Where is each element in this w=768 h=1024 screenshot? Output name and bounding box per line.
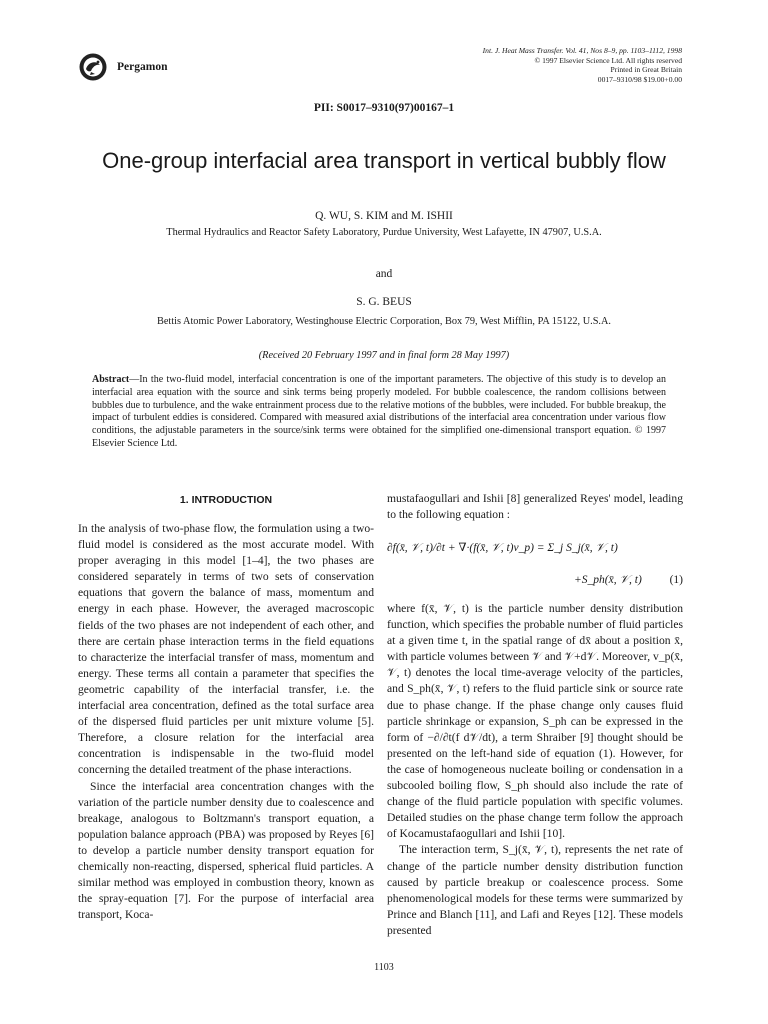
equation-line xyxy=(574,574,683,587)
paragraph: Since the interfacial area concentration changes with the variation of the particle number density due to coalescence and breakage, analogous to Boltzmann's transport equation, a population balance approach (PBA) was proposed by Reyes [6] to develop a particle number density transport equation for chemically non-reacting, dispersed, spherical fluid particles. A similar method was employed in combustion theory, known as the spray-equation [7]. For the purpose of interfacial area transport, Koca- xyxy=(78,779,374,922)
journal-line: 0017–9310/98 $19.00+0.00 xyxy=(597,74,682,84)
journal-citation xyxy=(382,46,682,84)
received-dates: (Received 20 February 1997 and in final form 28 May 1997) xyxy=(258,350,510,361)
paragraph: where f(x̄, 𝒱, t) is the particle number density distribution function, which specifies the probable number of fluid particles at a given time t, in the spatial range of dx̄ about a position x̄, with particle volumes between 𝒱 and 𝒱+d𝒱. Moreover, v_p(x̄, 𝒱, t) denotes the local time-average velocity of the particles, and S_ph(x̄, 𝒱, t) refers to the fluid particle sink or source rate due to phase change. If the phase change only causes fluid particle shrinkage or expansion, S_ph can be expressed in the form of −∂/∂t(f d𝒱/dt), a term Shraiber [9] thought should be presented on the left-hand side of equation (1). However, for the case of homogeneous nucleate boiling or condensation in a subcooled boiling flow, S_ph should also include the rate of change of the fluid particle population with specific volumes. Detailed studies on the phase change term follow the approach of Kocamustafaogullari and Ishii [10]. xyxy=(387,602,683,841)
equation-1 xyxy=(387,540,683,596)
publisher-logo-icon xyxy=(78,52,108,82)
equation-line: ∂f(x̄, 𝒱, t)/∂t + ∇·(f(x̄, 𝒱, t)v_p) = Σ_j S_j(x̄, 𝒱, t) xyxy=(387,542,618,554)
publisher-name: Pergamon xyxy=(117,61,168,73)
equation-term: +S_ph(x̄, 𝒱, t) xyxy=(574,574,642,586)
journal-line: © 1997 Elsevier Science Ltd. All rights reserved xyxy=(534,55,682,65)
authors-primary: Q. WU, S. KIM and M. ISHII xyxy=(315,210,453,222)
author-separator: and xyxy=(375,268,393,280)
affiliation-primary: Thermal Hydraulics and Reactor Safety Laboratory, Purdue University, West Lafayette, IN 47907, U.S.A. xyxy=(166,227,602,238)
paragraph: The interaction term, S_j(x̄, 𝒱, t), represents the net rate of change of the particle number density distribution function caused by particle breakup or coalescence process. Some phenomenological models for these terms were summarized by Prince and Blanch [11], and Lafi and Reyes [12]. These models presented xyxy=(387,843,683,937)
abstract xyxy=(92,374,666,451)
left-column xyxy=(78,521,374,923)
paper-title: One-group interfacial area transport in vertical bubbly flow xyxy=(102,148,666,173)
right-column-intro xyxy=(387,491,683,523)
journal-line: Int. J. Heat Mass Transfer. Vol. 41, Nos 8–9, pp. 1103–1112, 1998 xyxy=(482,46,682,55)
equation-number: (1) xyxy=(669,574,683,586)
pii-identifier: PII: S0017–9310(97)00167–1 xyxy=(313,102,455,114)
page-number: 1103 xyxy=(374,962,394,973)
affiliation-secondary: Bettis Atomic Power Laboratory, Westinghouse Electric Corporation, Box 79, West Mifflin, PA 15122, U.S.A. xyxy=(156,316,612,327)
abstract-text: —In the two-fluid model, interfacial concentration is one of the important parameters. The objective of this study is to develop an interfacial area equation with the source and sink terms being properly modeled. For bubble coalescence, the random collisions between bubbles due to turbulence, and the wake entrainment process due to the relative motions of the bubbles, were included. For bubble breakup, the impact of turbulent eddies is considered. Compared with measured axial distributions of the interfacial area concentration under various flow conditions, the adjustable parameters in the source/sink terms were obtained for the simplified one-dimensional transport equation. © 1997 Elsevier Science Ltd. xyxy=(92,374,666,449)
right-column xyxy=(387,601,683,939)
journal-line: Printed in Great Britain xyxy=(610,65,682,75)
authors-secondary: S. G. BEUS xyxy=(356,296,412,308)
abstract-label: Abstract xyxy=(92,374,130,385)
paragraph: mustafaogullari and Ishii [8] generalized Reyes' model, leading to the following equation : xyxy=(387,492,683,522)
paragraph: In the analysis of two-phase flow, the formulation using a two-fluid model is considered as the most accurate model. With proper averaging in this model [1–4], the two phases are considered separately in terms of two sets of conservation equations that govern the balance of mass, momentum and energy in each phase. However, the averaged macroscopic fields of the two phases are not independent of each other, and there are certain phase interaction terms in the field equations to characterize the interfacial transfer of mass, momentum and energy. These terms all contain a parameter that specifies the geometric capability of the interfacial transfer, i.e. the interfacial area concentration, defined as the total surface area of the dispersed fluid particles per unit mixture volume [5]. Therefore, a closure relation for the interfacial area concentration is indispensable in the two-fluid model concerning the detailed treatment of the phase interactions. xyxy=(78,522,374,777)
section-heading: 1. INTRODUCTION xyxy=(179,494,273,506)
